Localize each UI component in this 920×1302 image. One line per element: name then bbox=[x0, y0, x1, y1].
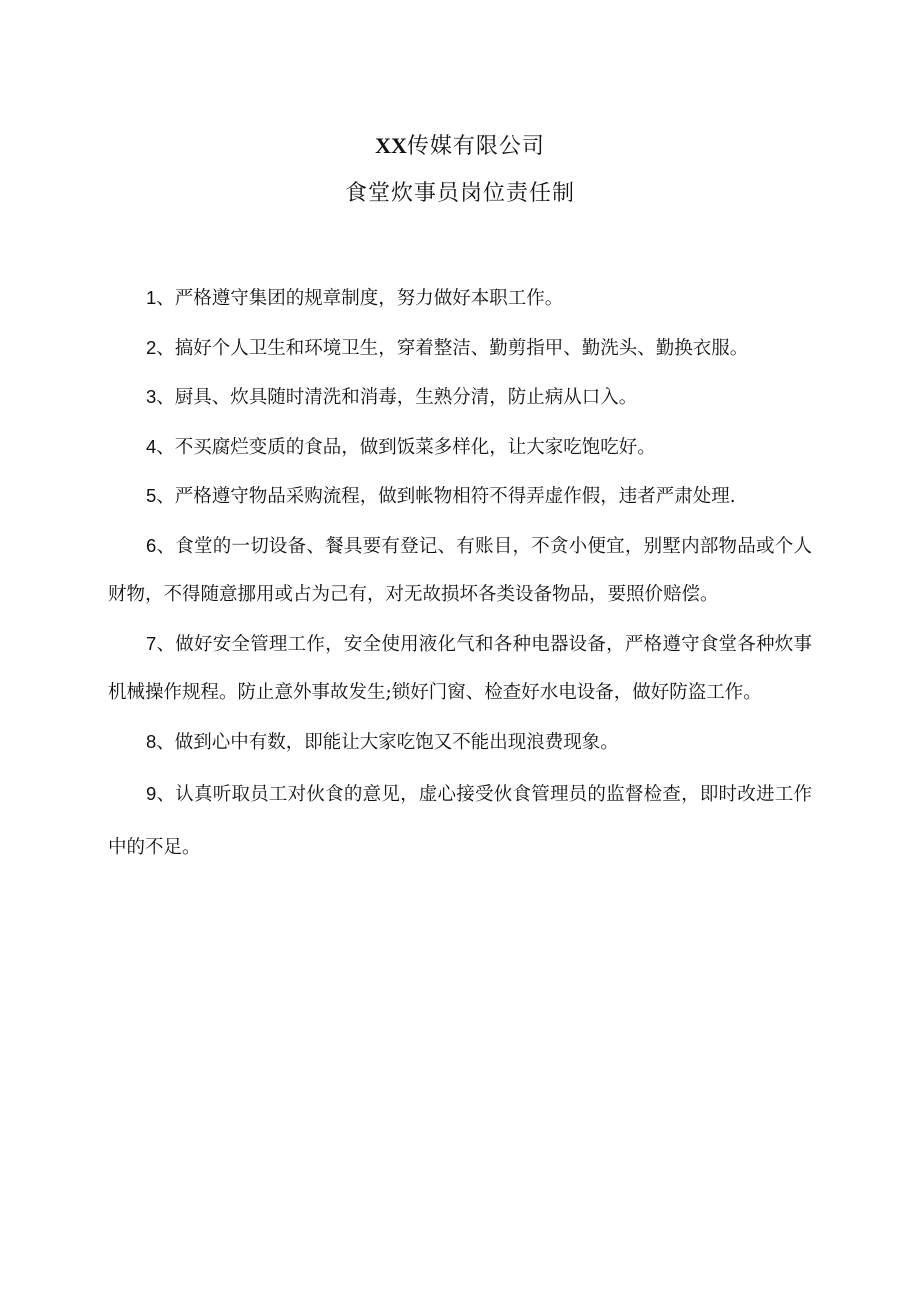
clause-7 bbox=[108, 620, 812, 718]
clause-number: 2 bbox=[146, 336, 157, 358]
clause-number: 9 bbox=[146, 783, 157, 804]
clause-list bbox=[108, 274, 812, 874]
clause-text: 、搞好个人卫生和环境卫生，穿着整洁、勤剪指甲、勤洗头、勤换衣服。 bbox=[156, 337, 749, 359]
clause-9 bbox=[108, 767, 812, 874]
clause-5 bbox=[108, 472, 812, 522]
clause-number: 7 bbox=[146, 632, 157, 654]
clause-number: 5 bbox=[146, 485, 157, 506]
clause-text: 、严格遵守物品采购流程，做到帐物相符不得弄虚作假，违者严肃处理. bbox=[156, 486, 736, 507]
clause-text: 、食堂的一切设备、餐具要有登记、有账目，不贪小便宜，别墅内部物品或个人财物，不得随意挪用或占为己有，对无故损坏各类设备物品，要照价赔偿。 bbox=[108, 535, 812, 605]
clause-4 bbox=[108, 423, 812, 473]
company-title bbox=[0, 131, 920, 162]
clause-text: 、认真听取员工对伙食的意见，虚心接受伙食管理员的监督检查，即时改进工作中的不足。 bbox=[108, 784, 812, 858]
clause-text: 、做到心中有数，即能让大家吃饱又不能出现浪费现象。 bbox=[156, 731, 619, 753]
document-title: 食堂炊事员岗位责任制 bbox=[344, 181, 575, 206]
clause-2 bbox=[108, 324, 812, 374]
clause-number: 4 bbox=[146, 435, 157, 457]
company-name: 传媒有限公司 bbox=[406, 134, 545, 159]
clause-1 bbox=[108, 274, 812, 324]
clause-text: 、做好安全管理工作，安全使用液化气和各种电器设备，严格遵守食堂各种炊事机械操作规程。防止意外事故发生;锁好门窗、检查好水电设备，做好防盗工作。 bbox=[108, 633, 812, 703]
clause-text: 、不买腐烂变质的食品，做到饭菜多样化，让大家吃饱吃好。 bbox=[156, 436, 656, 458]
clause-6 bbox=[108, 522, 812, 620]
company-code: XX bbox=[375, 133, 407, 158]
clause-number: 1 bbox=[146, 287, 157, 308]
clause-8 bbox=[108, 718, 812, 768]
clause-text: 、严格遵守集团的规章制度，努力做好本职工作。 bbox=[156, 288, 564, 309]
clause-text: 、厨具、炊具随时清洗和消毒，生熟分清，防止病从口入。 bbox=[156, 387, 638, 408]
clause-number: 6 bbox=[146, 534, 157, 556]
clause-number: 3 bbox=[146, 386, 157, 407]
clause-3 bbox=[108, 373, 812, 423]
clause-number: 8 bbox=[146, 730, 157, 752]
